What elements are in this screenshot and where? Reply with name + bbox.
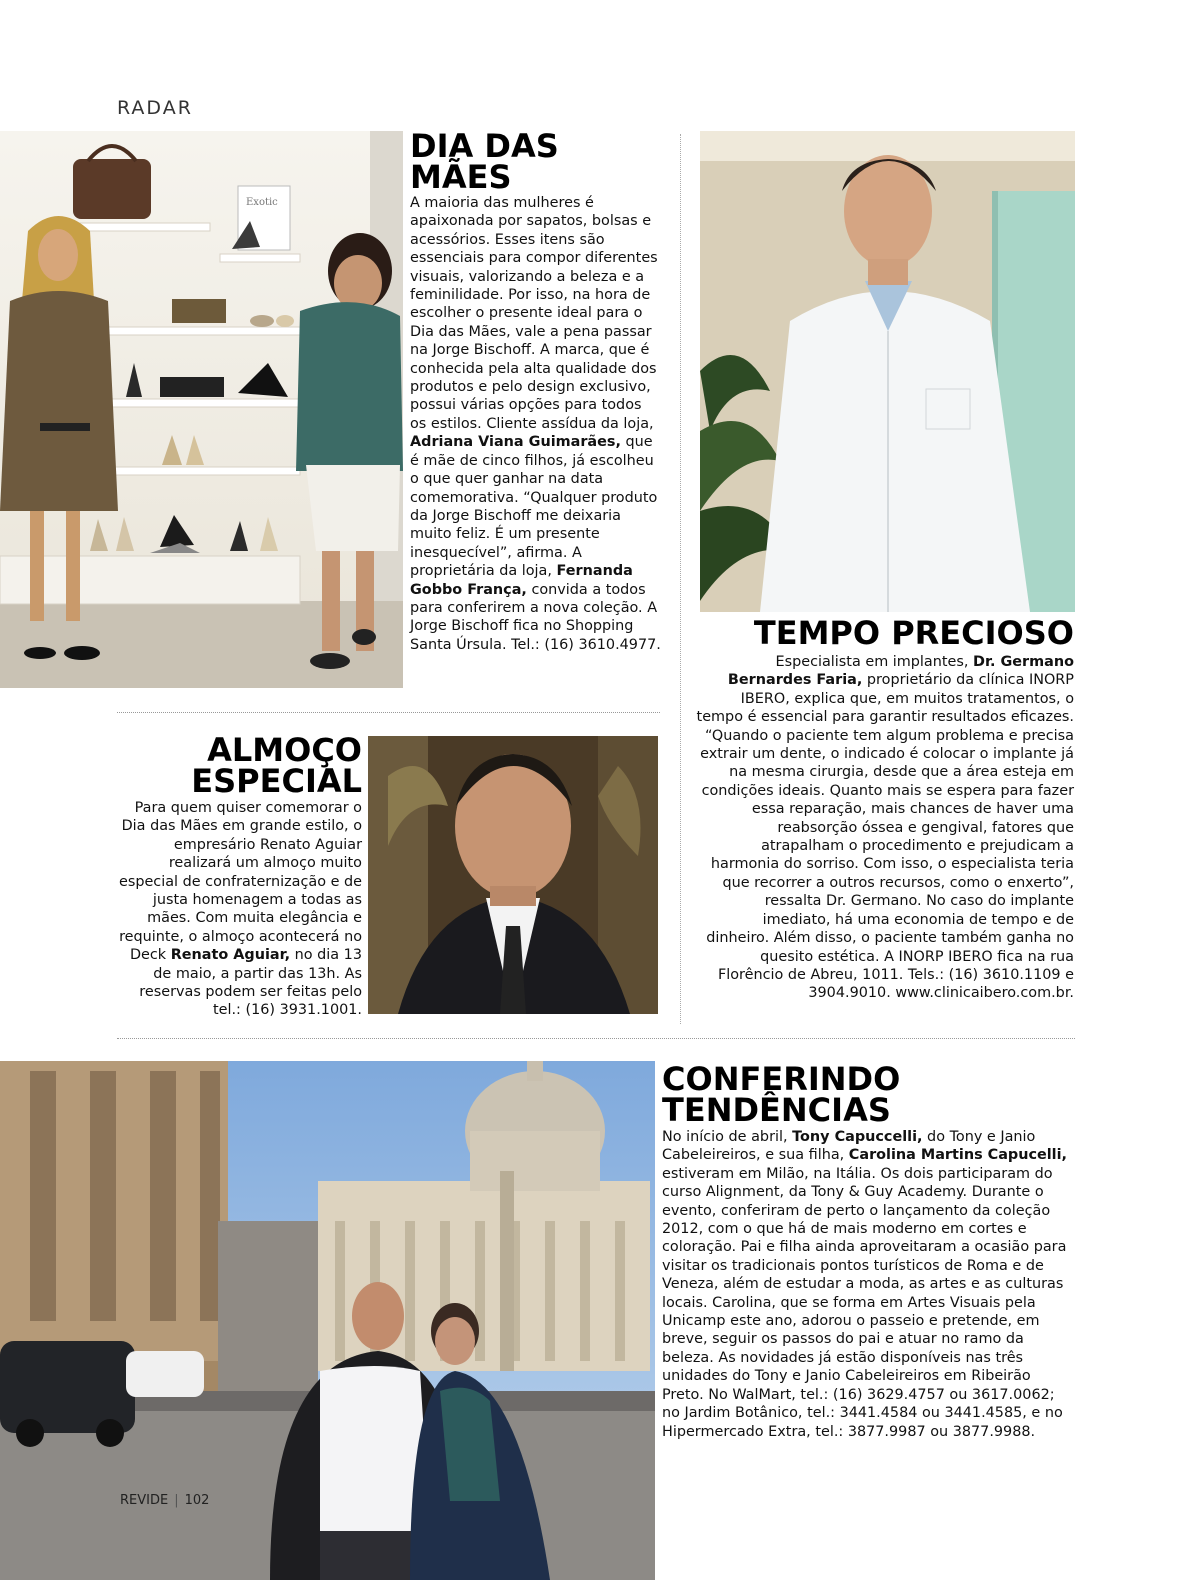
photo-sign-text: Exotic [246, 197, 278, 208]
headline-tempo-precioso: TEMPO PRECIOSO [753, 614, 1074, 652]
bold-name: Renato Aguiar, [170, 947, 291, 964]
headline-line: ALMOÇO [207, 731, 362, 769]
body-almoco-especial [112, 799, 362, 1020]
page-number: 102 [184, 1493, 210, 1508]
body-segment: proprietário da clínica INORP IBERO, explica que, em muitos tratamentos, o tempo é essencial para garantir resultados eficazes. “Quando o paciente tem algum problema e precisa extrair um dente, o indicado é colocar o implante já na mesma cirurgia, desde que a área esteja em condições ideais. Quanto mais se espera para fazer essa reparação, mais chances de haver uma reabsorção óssea e gengival, fatores que atrapalham o procedimento e prejudicam a harmonia do sorriso. Com isso, o especialista teria que recorrer a outros recursos, como o enxerto”, ressalta Dr. Germano. No caso do implante imediato, há uma economia de tempo e de dinheiro. Além disso, o paciente também ganha no quesito estética. A INORP IBERO fica na rua Florêncio de Abreu, 1011. Tels.: (16) 3610.1109 e 3904.9010. www.clinicaibero.com.br. [696, 672, 1074, 1002]
bold-name: Adriana Viana Guimarães, [410, 434, 621, 451]
bold-name: Carolina Martins Capucelli, [848, 1147, 1068, 1164]
section-divider [117, 712, 660, 713]
article-dia-das-maes [410, 127, 662, 654]
body-segment: que é mãe de cinco filhos, já escolheu o que quer ganhar na data comemorativa. “Qualquer produto da Jorge Bischoff me deixaria muito feliz. É um presente inesquecível”, afirma. A proprietária da loja, [410, 434, 658, 580]
section-label: RADAR [117, 97, 193, 119]
headline-conferindo-tendencias [662, 1060, 1076, 1129]
body-conferindo-tendencias [662, 1128, 1076, 1441]
photo-shoe-store [0, 131, 403, 688]
body-tempo-precioso [696, 653, 1074, 1003]
photo-doctor [700, 131, 1075, 612]
bold-name: Tony Capuccelli, [792, 1129, 923, 1145]
body-dia-das-maes [410, 194, 662, 654]
body-segment: estiveram em Milão, na Itália. Os dois participaram do curso Alignment, da Tony & Guy Academy. Durante o evento, conferiram de perto o lançamento da coleção 2012, com o que há de mais moderno em cortes e coloração. Pai e filha ainda aproveitaram a ocasião para visitar os tradicionais pontos turísticos de Roma e de Veneza, além de estudar a moda, as artes e as culturas locais. Carolina, que se forma em Artes Visuais pela Unicamp este ano, adorou o passeio e pretende, em breve, seguir os passos do pai e atuar no ramo da beleza. As novidades já estão disponíveis nas três unidades do Tony e Janio Cabeleireiros em Ribeirão Preto. No WalMart, tel.: (16) 3629.4757 ou 3617.0062; no Jardim Botânico, tel.: 3441.4584 ou 3441.4585, e no Hipermercado Extra, tel.: 3877.9987 ou 3877.9988. [662, 1165, 1067, 1440]
section-divider [117, 1038, 1075, 1039]
headline-almoco-especial [112, 731, 362, 800]
headline-line: MÃES [410, 158, 512, 196]
body-segment: A maioria das mulheres é apaixonada por sapatos, bolsas e acessórios. Esses itens são essenciais para compor diferentes visuais, valorizando a beleza e a feminilidade. Por isso, na hora de escolher o presente ideal para o Dia das Mães, vale a pena passar na Jorge Bischoff. A marca, que é conhecida pela alta qualidade dos produtos e pelo design exclusivo, possui várias opções para todos os estilos. Cliente assídua da loja, [410, 195, 658, 432]
body-segment: no dia 13 de maio, a partir das 13h. As reservas podem ser feitas pelo tel.: (16) 3931.1001. [139, 947, 362, 1019]
photo-vatican [0, 1061, 655, 1580]
magazine-name: REVIDE [120, 1493, 169, 1508]
body-segment: No início de abril, [662, 1129, 793, 1145]
body-segment: Para quem quiser comemorar o Dia das Mães em grande estilo, o empresário Renato Aguiar realizará um almoço muito especial de confraternização e de justa homenagem a todas as mães. Com muita elegância e requinte, o almoço acontecerá no Deck [118, 800, 362, 964]
headline-line: ESPECIAL [191, 762, 362, 800]
page-footer [120, 1493, 209, 1508]
headline-line: CONFERINDO [662, 1060, 901, 1098]
photo-businessman [368, 736, 658, 1014]
body-segment: convida a todos para conferirem a nova coleção. A Jorge Bischoff fica no Shopping Santa Úrsula. Tel.: (16) 3610.4977. [410, 581, 661, 653]
column-divider [680, 134, 681, 1024]
bold-name: Dr. Germano Bernardes Faria, [727, 654, 1074, 689]
bold-name: Fernanda Gobbo França, [410, 563, 633, 598]
headline-line: TENDÊNCIAS [662, 1091, 891, 1129]
article-almoco-especial [112, 731, 362, 1020]
headline-dia-das-maes [410, 127, 662, 196]
headline-line: DIA DAS [410, 127, 559, 165]
article-tempo-precioso [696, 614, 1074, 1003]
body-segment: do Tony e Janio Cabeleireiros, e sua filha, [662, 1129, 1036, 1164]
body-segment: Especialista em implantes, [775, 654, 974, 670]
footer-separator: | [174, 1493, 179, 1508]
article-conferindo-tendencias [662, 1060, 1076, 1441]
